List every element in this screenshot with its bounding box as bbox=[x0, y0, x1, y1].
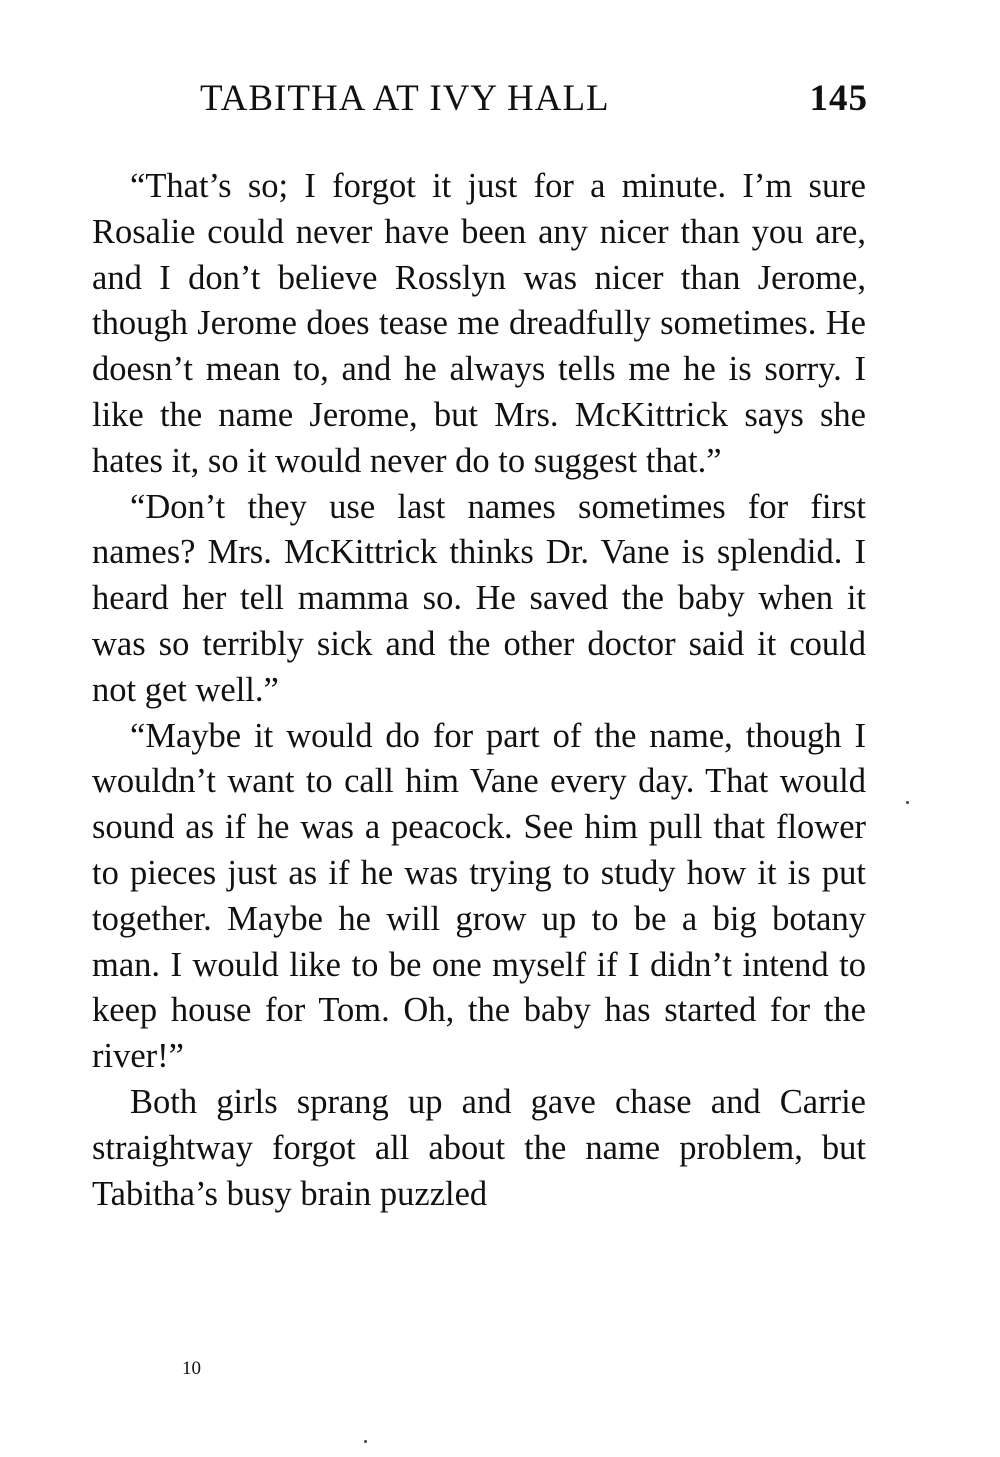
ink-speck bbox=[906, 801, 909, 804]
paragraph: “Don’t they use last names sometimes for first names? Mrs. McKittrick thinks Dr. Vane is splendid. I heard her tell mamma so. He saved the baby when it was so terribly sick and the other doctor said it could not get well.” bbox=[92, 487, 866, 709]
ink-speck bbox=[364, 1440, 367, 1443]
running-title: TABITHA AT IVY HALL bbox=[200, 78, 610, 119]
paragraph: Both girls sprang up and gave chase and Carrie straightway forgot all about the name problem, but Tabitha’s busy brain puzzled bbox=[92, 1082, 866, 1213]
paragraph: “Maybe it would do for part of the name, though I wouldn’t want to call him Vane every day. That would sound as if he was a peacock. See him pull that flower to pieces just as if he was trying to study how it is put together. Maybe he will grow up to be a big botany man. I would like to be one myself if I didn’t intend to keep house for Tom. Oh, the baby has started for the river!” bbox=[92, 716, 866, 1076]
page-number: 145 bbox=[809, 78, 868, 119]
paragraph: “That’s so; I forgot it just for a minute. I’m sure Rosalie could never have been any nicer than you are, and I don’t believe Rosslyn was nicer than Jerome, though Jerome does tease me dreadfully sometimes. He doesn’t mean to, and he always tells me he is sorry. I like the name Jerome, but Mrs. McKittrick says she hates it, so it would never do to suggest that.” bbox=[92, 167, 866, 480]
running-head bbox=[200, 74, 868, 124]
signature-mark: 10 bbox=[182, 1358, 201, 1379]
body-text bbox=[92, 164, 866, 1217]
